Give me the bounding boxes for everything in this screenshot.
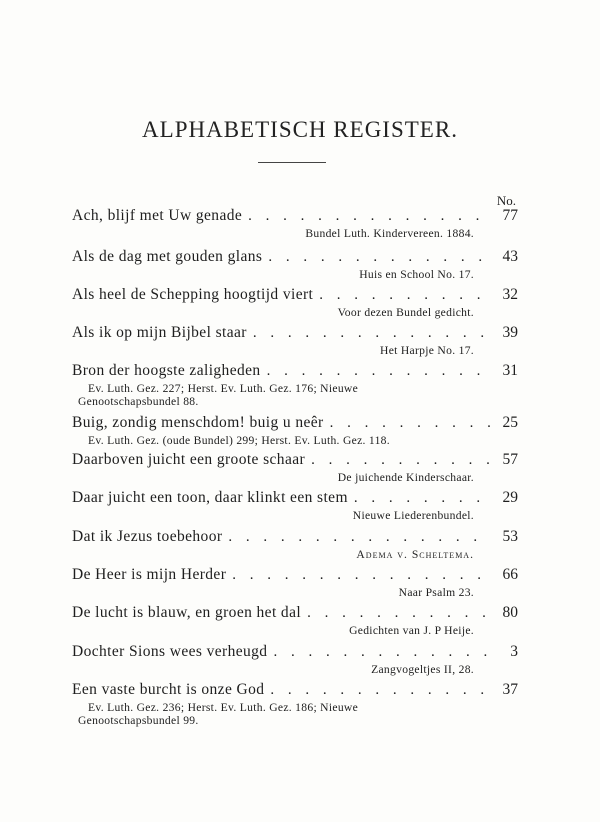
entry-source: Huis en School No. 17.: [359, 268, 474, 281]
entry-title: De lucht is blauw, en groen het dal: [72, 604, 302, 621]
entry-source: Ev. Luth. Gez. (oude Bundel) 299; Herst. Ev. Luth. Gez. 118.: [88, 434, 390, 447]
entry-page-number: 77: [502, 207, 518, 224]
register-entry: [72, 248, 518, 281]
page-title: ALPHABETISCH REGISTER.: [142, 117, 458, 142]
entry-page-number: 53: [502, 528, 518, 545]
register-entry: [72, 451, 518, 484]
entry-source: Ev. Luth. Gez. 227; Herst. Ev. Luth. Gez. 176; Nieuwe: [88, 382, 359, 395]
entry-page-number: 37: [502, 681, 518, 698]
leader-dots: [319, 287, 490, 304]
leader-dots: [307, 605, 490, 622]
leader-dots: [270, 682, 490, 699]
entry-page-number: 31: [502, 362, 518, 379]
entry-title: Daar juicht een toon, daar klinkt een stem: [72, 489, 348, 506]
register-entry: [72, 207, 518, 240]
entry-title: Bron der hoogste zaligheden: [72, 362, 261, 379]
entry-source-continued: Genootschapsbundel 88.: [78, 395, 199, 408]
register-entry: [72, 643, 518, 676]
entry-page-number: 43: [502, 248, 518, 265]
entry-title: Een vaste burcht is onze God: [72, 681, 265, 698]
entry-title: Als ik op mijn Bijbel staar: [72, 324, 247, 341]
entry-page-number: 25: [502, 414, 518, 431]
entry-title: Dochter Sions wees verheugd: [72, 643, 268, 660]
register-entry: [72, 489, 518, 522]
register-entry: [72, 362, 518, 408]
leader-dots: [267, 363, 490, 380]
register-entry: [72, 528, 518, 561]
register-entry: [72, 604, 518, 637]
leader-dots: [268, 249, 490, 266]
entry-source-continued: Genootschapsbundel 99.: [78, 714, 199, 727]
entry-page-number: 32: [502, 286, 518, 303]
entry-source: Adema v. Scheltema.: [356, 548, 474, 561]
entry-page-number: 57: [502, 451, 518, 468]
entry-source: Ev. Luth. Gez. 236; Herst. Ev. Luth. Gez. 186; Nieuwe: [88, 701, 359, 714]
entry-title: Als heel de Schepping hoogtijd viert: [72, 286, 314, 303]
entry-source: De juichende Kinderschaar.: [337, 471, 474, 484]
entry-source: Naar Psalm 23.: [398, 586, 474, 599]
leader-dots: [228, 529, 490, 546]
entry-source: Voor dezen Bundel gedicht.: [337, 306, 474, 319]
leader-dots: [330, 415, 490, 432]
entry-source: Het Harpje No. 17.: [380, 344, 474, 357]
entry-source: Nieuwe Liederenbundel.: [352, 509, 474, 522]
entry-title: Als de dag met gouden glans: [72, 248, 263, 265]
entry-title: Buig, zondig menschdom! buig u neêr: [72, 414, 324, 431]
register-entry: [72, 566, 518, 599]
register-entry: [72, 681, 518, 727]
leader-dots: [273, 644, 490, 661]
entry-title: Dat ik Jezus toebehoor: [72, 528, 223, 545]
entry-source: Gedichten van J. P Heije.: [349, 624, 474, 637]
leader-dots: [354, 490, 490, 507]
entry-title: De Heer is mijn Herder: [72, 566, 227, 583]
entry-title: Ach, blijf met Uw genade: [72, 207, 243, 224]
number-column-header: No.: [496, 193, 516, 208]
register-entry: [72, 286, 518, 319]
leader-dots: [253, 325, 490, 342]
title-divider: [258, 162, 326, 163]
entry-title: Daarboven juicht een groote schaar: [72, 451, 306, 468]
entry-page-number: 3: [510, 643, 518, 660]
entry-source: Zangvogeltjes II, 28.: [371, 663, 474, 676]
register-entry: [72, 414, 518, 447]
leader-dots: [232, 567, 490, 584]
entry-page-number: 80: [502, 604, 518, 621]
leader-dots: [311, 452, 490, 469]
entry-page-number: 66: [502, 566, 518, 583]
entry-page-number: 29: [502, 489, 518, 506]
entry-page-number: 39: [502, 324, 518, 341]
entry-source: Bundel Luth. Kindervereen. 1884.: [305, 227, 474, 240]
register-entry: [72, 324, 518, 357]
leader-dots: [248, 208, 490, 225]
